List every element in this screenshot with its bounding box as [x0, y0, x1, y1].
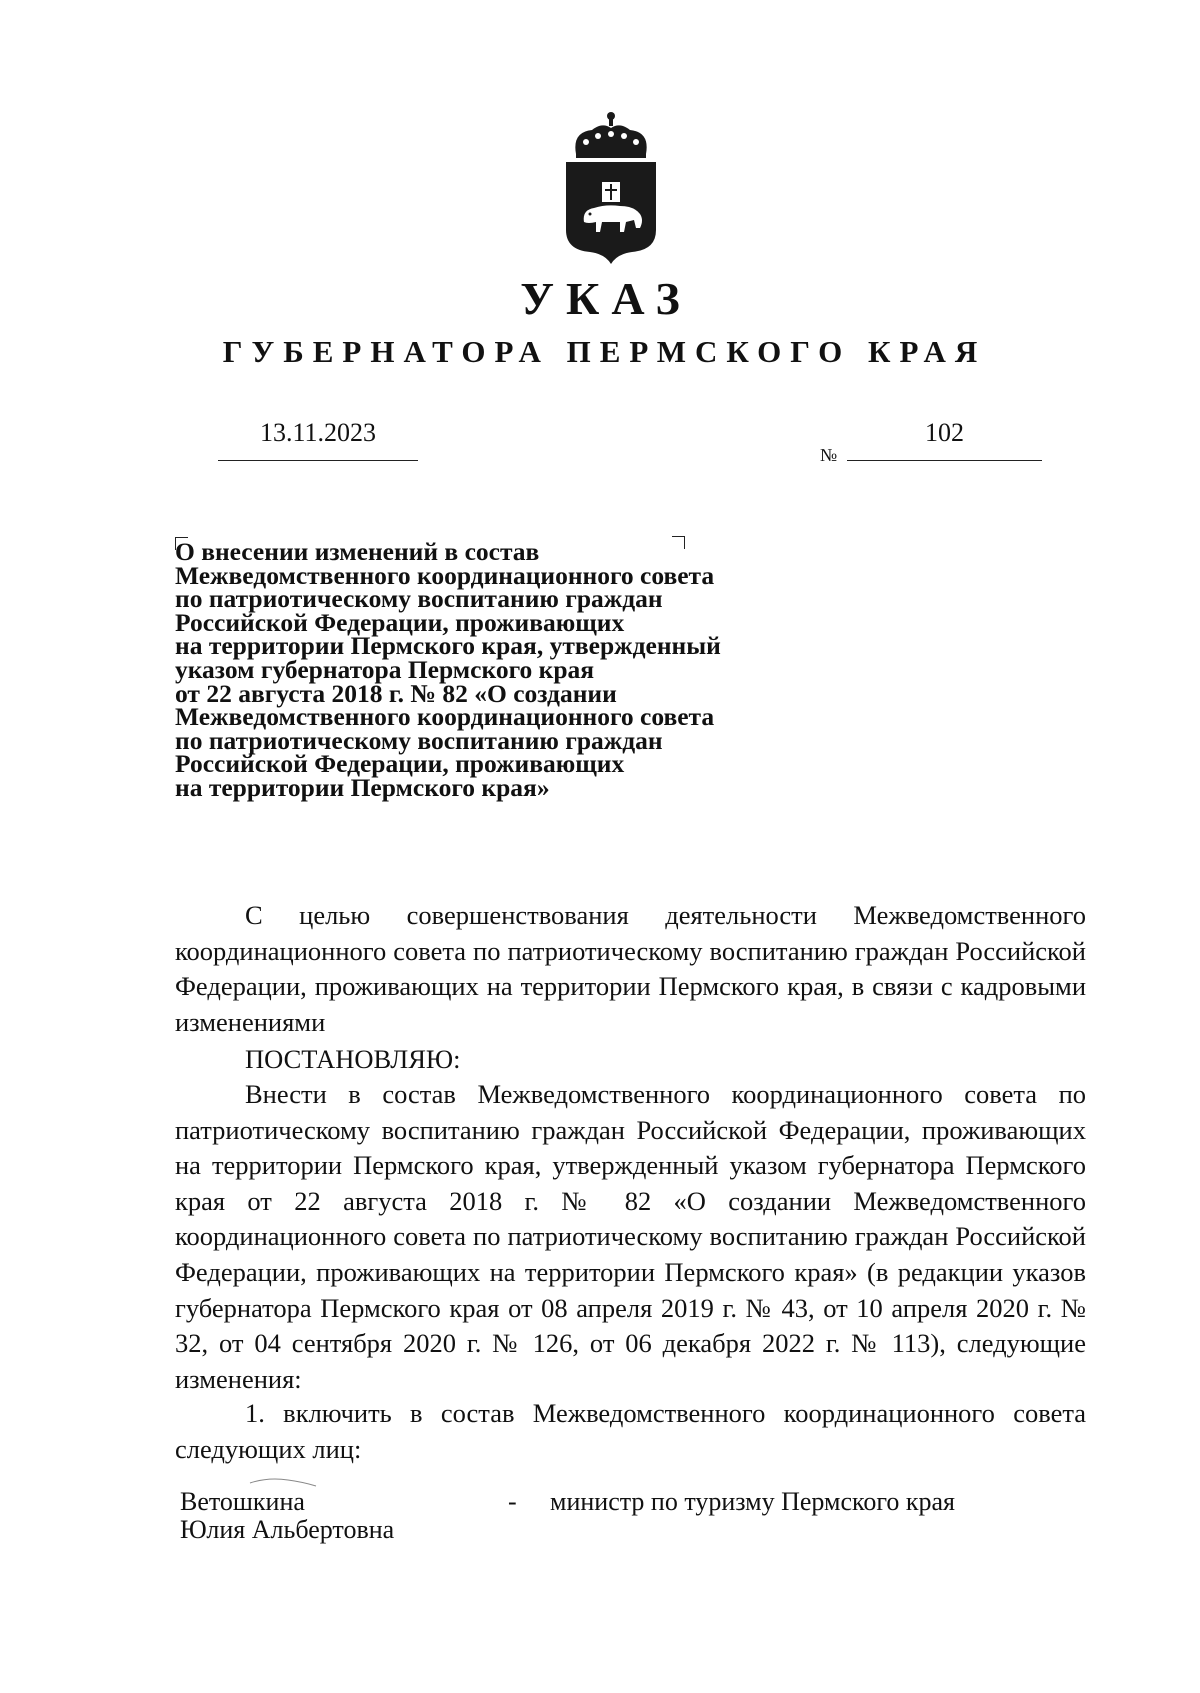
- amendment-paragraph: Внести в состав Межведомственного координационного совета по патриотическому воспитанию граждан Российской Федерации, проживающих на территории Пермского края, утвержденный указом губернатора Пермского края от 22 августа 2018 г. № 82 «О создании Межведомственного координационного совета по патриотическому воспитанию граждан Российской Федерации, проживающих на территории Пермского края» (в редакции указов губернатора Пермского края от 08 апреля 2019 г. № 43, от 10 апреля 2020 г. № 32, от 04 сентября 2020 г. № 126, от 06 декабря 2022 г. № 113), следующие изменения:: [175, 1079, 1086, 1394]
- document-number: 102: [925, 418, 964, 447]
- item-1-paragraph: 1. включить в состав Межведомственного координационного совета следующих лиц:: [175, 1398, 1086, 1464]
- person-role: министр по туризму Пермского края: [550, 1487, 955, 1516]
- pen-mark: [248, 1477, 318, 1487]
- person-dash: -: [508, 1487, 517, 1516]
- number-sign: №: [820, 445, 838, 465]
- document-date: 13.11.2023: [259, 418, 377, 447]
- preamble-paragraph: С целью совершенствования деятельности Межведомственного координационного совета по патриотическому воспитанию граждан Российской Федерации, проживающих на территории Пермского края, в связи с кадровыми изменениями: [175, 900, 1086, 1037]
- perm-krai-coat-of-arms-icon: [562, 110, 660, 265]
- document-subtitle: ГУБЕРНАТОРА ПЕРМСКОГО КРАЯ: [222, 334, 987, 369]
- date-underline: [218, 460, 418, 461]
- person-name: Ветошкина Юлия Альбертовна: [180, 1487, 395, 1544]
- document-heading: О внесении изменений в состав Межведомственного координационного совета по патриотическому воспитанию граждан Российской Федерации, проживающих на территории Пермского края, утвержденный указом губернатора Пермского края от 22 августа 2018 г. № 82 «О создании Межведомственного координационного совета по патриотическому воспитанию граждан Российской Федерации, проживающих на территории Пермского края»: [175, 537, 721, 802]
- document-title: УКАЗ: [520, 273, 692, 324]
- number-underline: [847, 460, 1042, 461]
- decree-word: ПОСТАНОВЛЯЮ:: [245, 1044, 461, 1074]
